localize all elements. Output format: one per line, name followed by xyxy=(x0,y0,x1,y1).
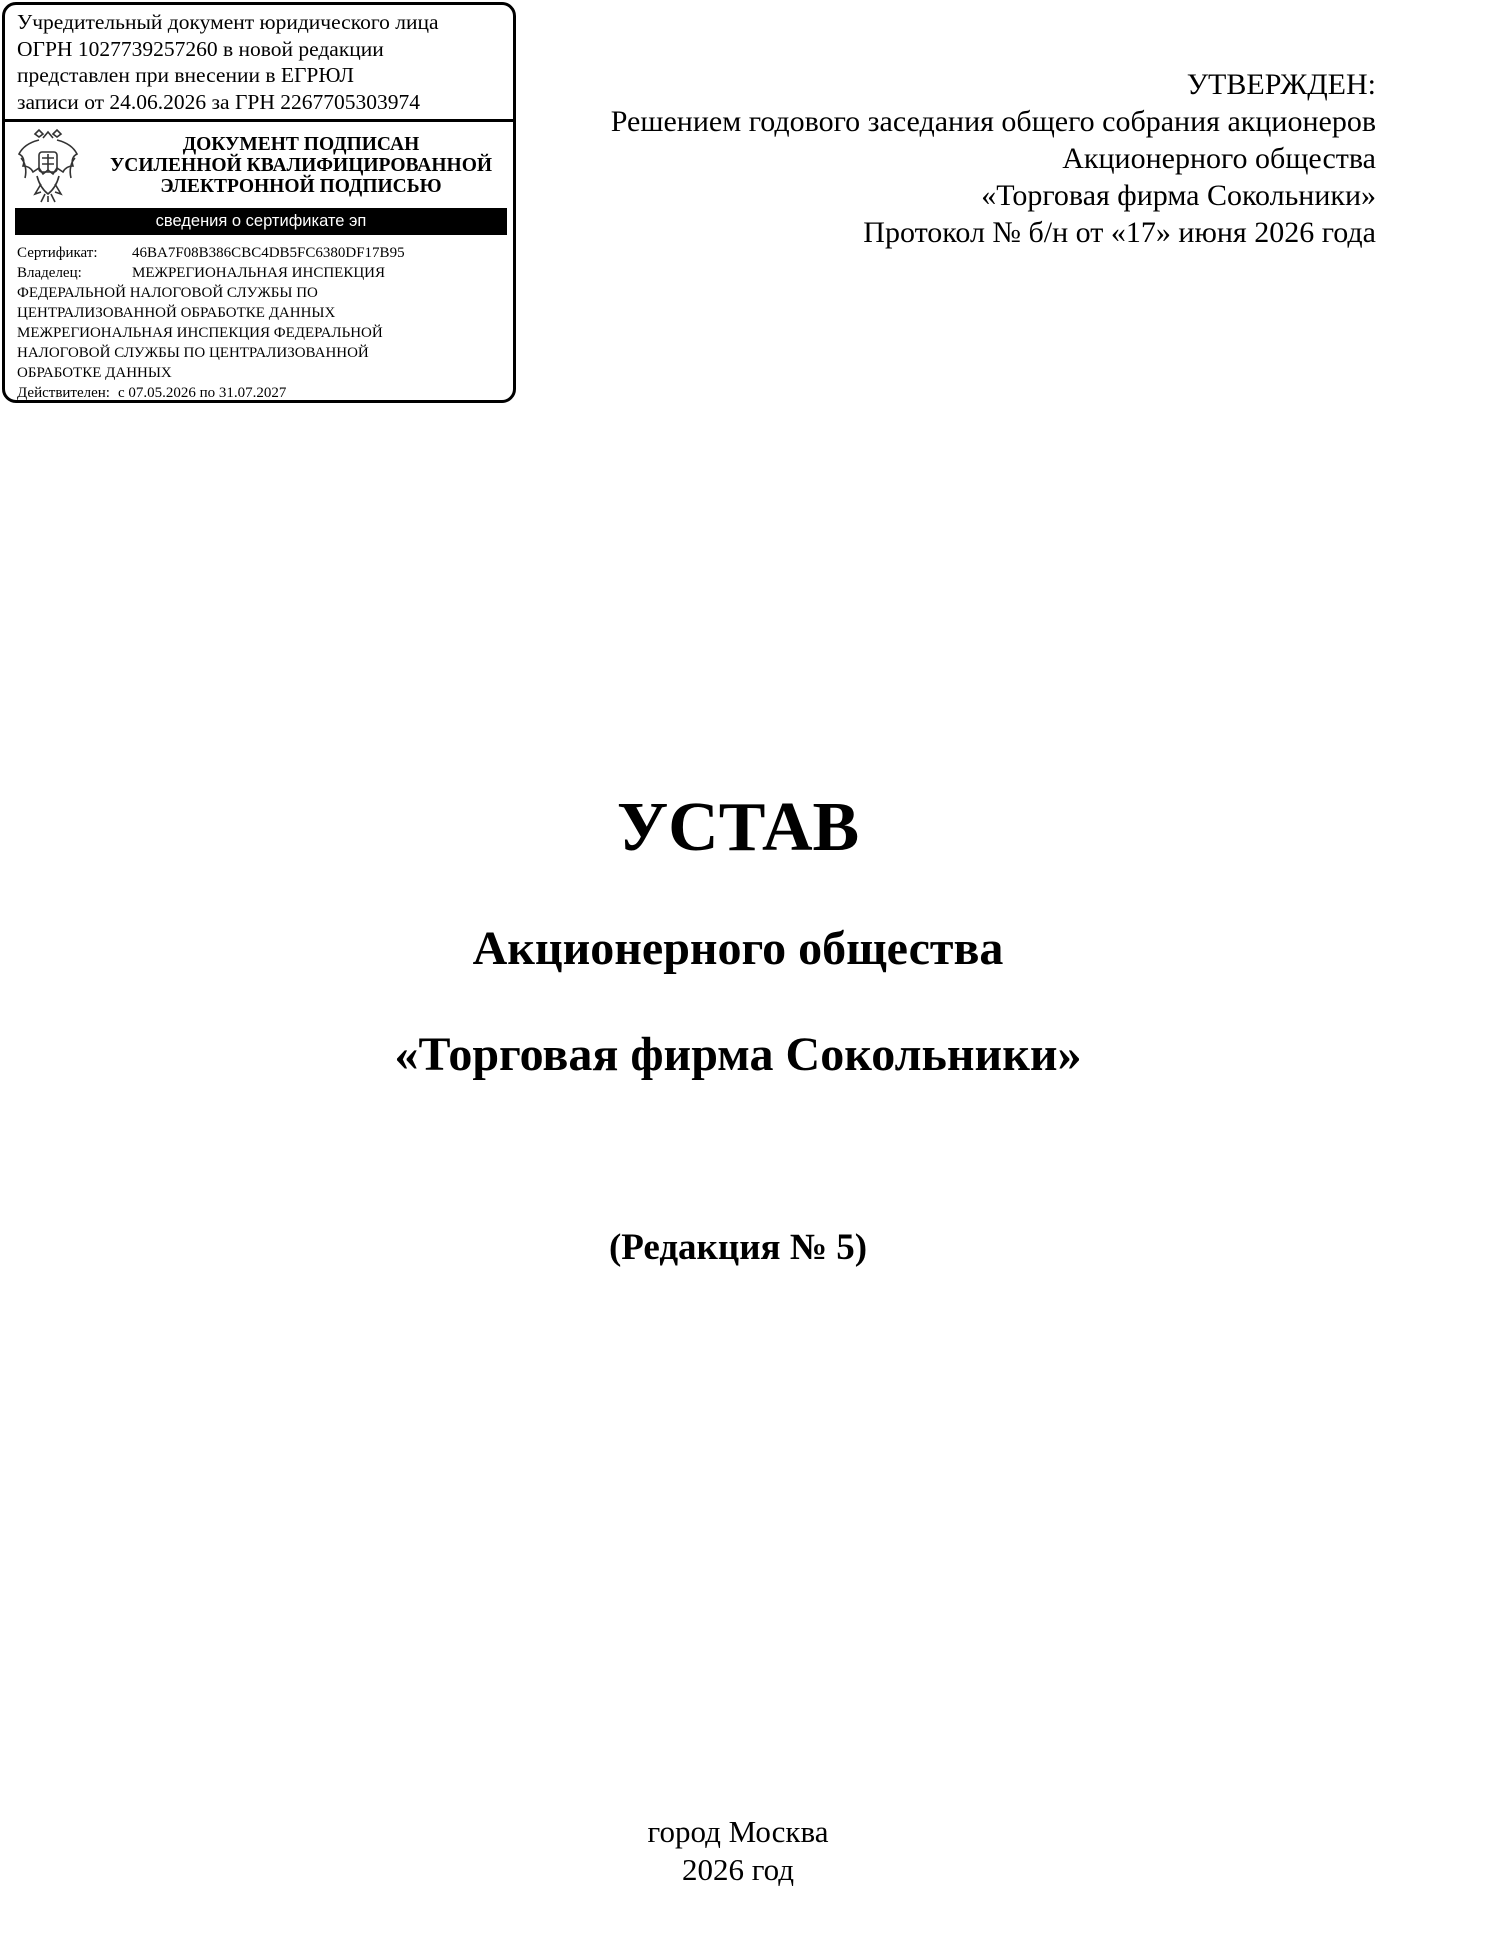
approval-line: «Торговая фирма Сокольники» xyxy=(981,179,1376,212)
approval-line: Решением годового заседания общего собрания акционеров xyxy=(610,105,1376,138)
coat-of-arms-icon xyxy=(13,128,83,204)
registration-text xyxy=(5,5,513,115)
owner-line: ЦЕНТРАЛИЗОВАННОЙ ОБРАБОТКЕ ДАННЫХ xyxy=(17,305,336,321)
owner-row xyxy=(17,263,509,283)
validity-label: Действителен: xyxy=(17,385,110,401)
approval-heading: УТВЕРЖДЕН: xyxy=(1186,68,1376,101)
certificate-info-bar: сведения о сертификате эп xyxy=(15,208,507,235)
certificate-value: 46BA7F08B386CBC4DB5FC6380DF17B95 xyxy=(132,245,405,261)
approval-block xyxy=(611,66,1376,251)
owner-line: ФЕДЕРАЛЬНОЙ НАЛОГОВОЙ СЛУЖБЫ ПО xyxy=(17,285,318,301)
document-subtitle: Акционерного общества xyxy=(472,922,1004,975)
document-title: УСТАВ xyxy=(616,789,860,866)
registration-line: Учредительный документ юридического лица xyxy=(17,10,439,34)
approval-protocol: Протокол № б/н от «17» июня 2026 года xyxy=(863,216,1376,249)
signature-title xyxy=(95,134,507,197)
validity-value: с 07.05.2026 по 31.07.2027 xyxy=(118,385,287,401)
registration-line: ОГРН 1027739257260 в новой редакции xyxy=(17,36,384,61)
certificate-label: Сертификат: xyxy=(17,245,98,261)
registration-stamp xyxy=(2,2,516,403)
owner-label: Владелец: xyxy=(17,265,82,281)
owner-line: ОБРАБОТКЕ ДАННЫХ xyxy=(17,365,172,381)
validity-row xyxy=(17,383,509,403)
edition-number: (Редакция № 5) xyxy=(608,1227,868,1268)
certificate-details xyxy=(17,243,509,403)
footer-city: город Москва xyxy=(647,1814,829,1849)
signature-header xyxy=(5,122,513,207)
registration-line: представлен при внесении в ЕГРЮЛ xyxy=(17,63,354,87)
owner-line: НАЛОГОВОЙ СЛУЖБЫ ПО ЦЕНТРАЛИЗОВАННОЙ xyxy=(17,345,369,361)
footer-place-date xyxy=(0,1813,1476,1889)
owner-value: МЕЖРЕГИОНАЛЬНАЯ ИНСПЕКЦИЯ xyxy=(132,265,385,281)
signature-title-line: УСИЛЕННОЙ КВАЛИФИЦИРОВАННОЙ xyxy=(109,155,493,176)
owner-line: МЕЖРЕГИОНАЛЬНАЯ ИНСПЕКЦИЯ ФЕДЕРАЛЬНОЙ xyxy=(17,325,383,341)
certificate-row xyxy=(17,243,509,263)
registration-line: записи от 24.06.2026 за ГРН 2267705303974 xyxy=(17,89,420,114)
footer-year: 2026 год xyxy=(681,1852,795,1887)
approval-line: Акционерного общества xyxy=(1062,142,1376,175)
signature-title-line: ЭЛЕКТРОННОЙ ПОДПИСЬЮ xyxy=(160,176,442,197)
signature-title-line: ДОКУМЕНТ ПОДПИСАН xyxy=(182,134,420,155)
company-name: «Торговая фирма Сокольники» xyxy=(394,1028,1082,1081)
